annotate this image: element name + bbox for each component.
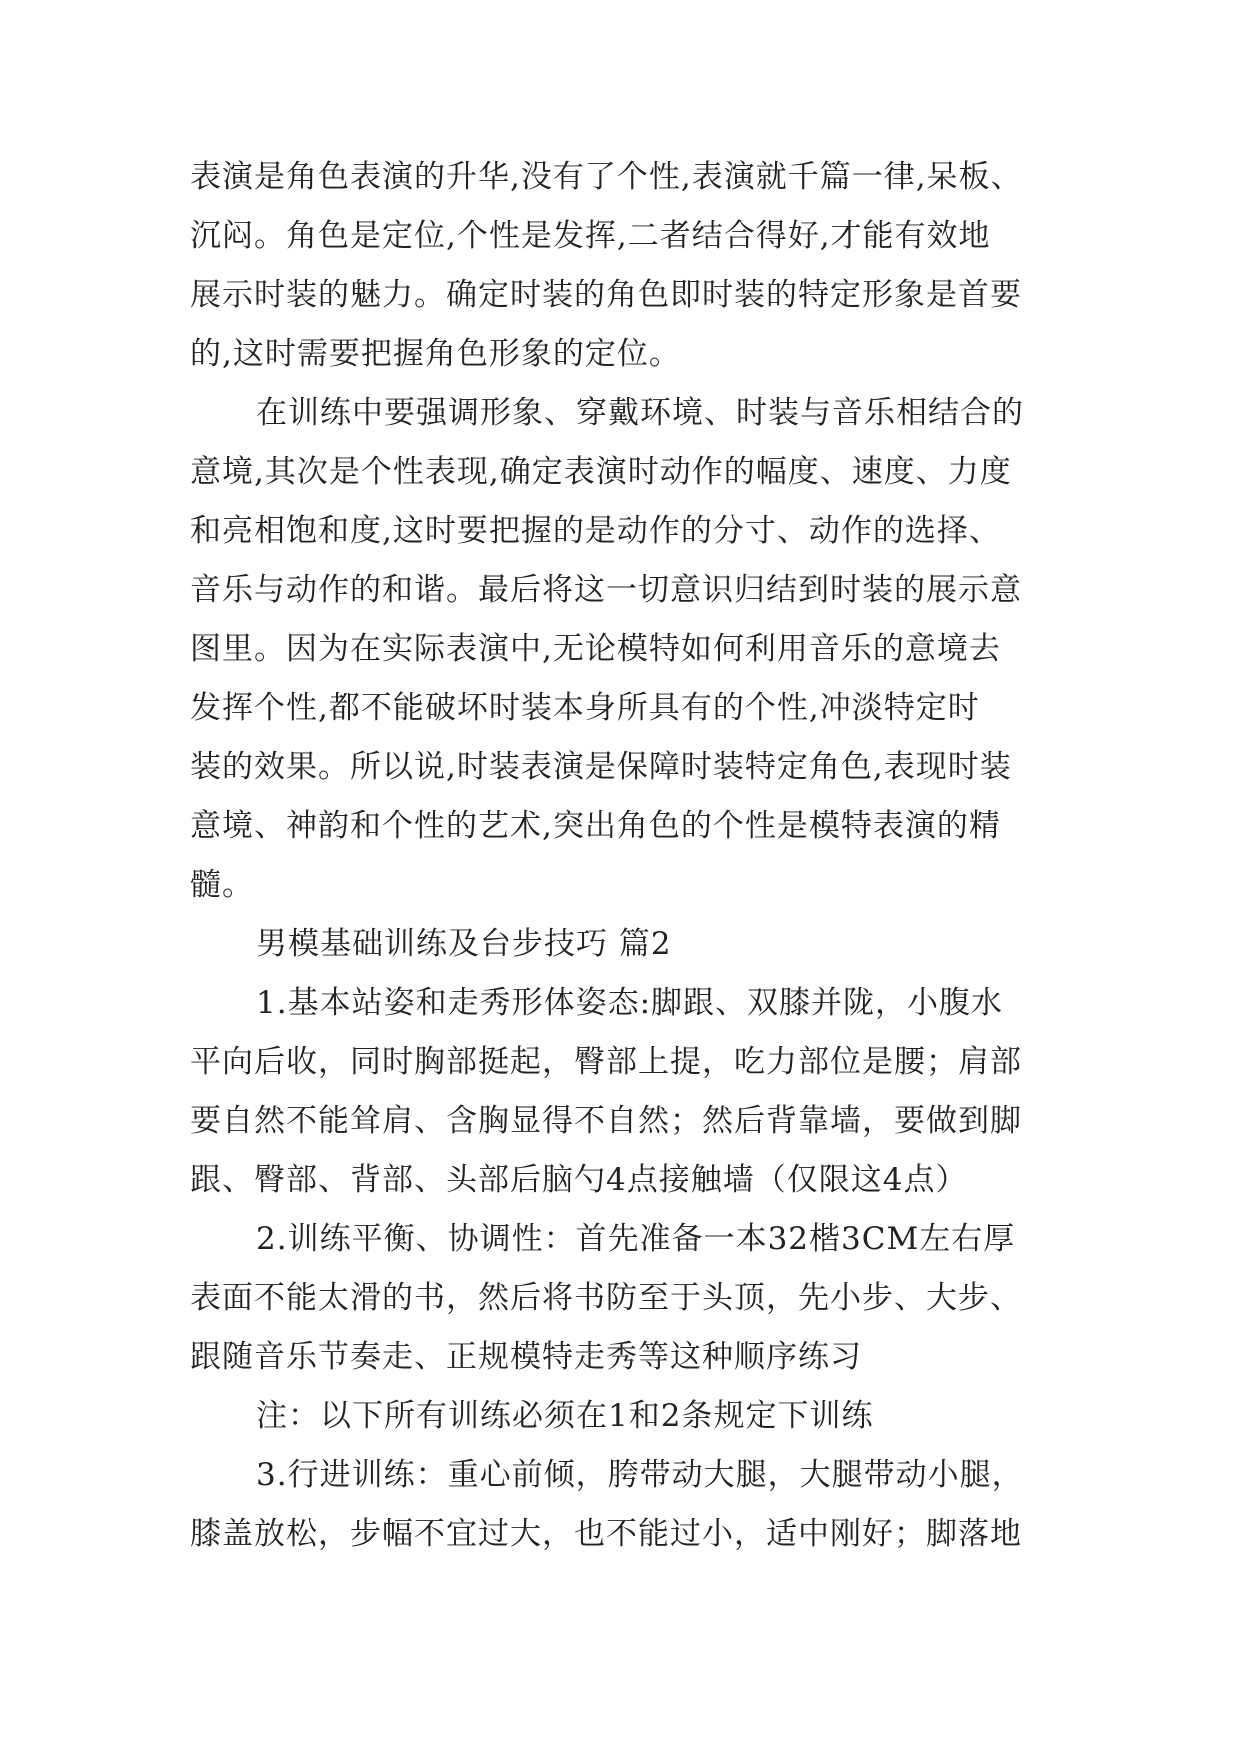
text-line: 沉闷。角色是定位,个性是发挥,二者结合得好,才能有效地	[190, 218, 991, 254]
text-line: 表面不能太滑的书，然后将书防至于头顶，先小步、大步、	[190, 1280, 1022, 1316]
paragraph-start-line: 在训练中要强调形象、穿戴环境、时装与音乐相结合的	[256, 395, 1024, 431]
section-heading: 男模基础训练及台步技巧 篇2	[256, 926, 672, 962]
note-line: 注：以下所有训练必须在1和2条规定下训练	[256, 1398, 874, 1434]
paragraph-start-line: 1.基本站姿和走秀形体姿态:脚跟、双膝并陇，小腹水	[256, 985, 1004, 1021]
text-line: 装的效果。所以说,时装表演是保障时装特定角色,表现时装	[190, 749, 1012, 785]
text-line: 图里。因为在实际表演中,无论模特如何利用音乐的意境去	[190, 631, 1001, 667]
text-line: 意境,其次是个性表现,确定表演时动作的幅度、速度、力度	[190, 454, 1012, 490]
text-line: 跟随音乐节奏走、正规模特走秀等这种顺序练习	[190, 1339, 862, 1375]
text-line: 要自然不能耸肩、含胸显得不自然；然后背靠墙，要做到脚	[190, 1103, 1022, 1139]
text-line: 膝盖放松，步幅不宜过大，也不能过小，适中刚好；脚落地	[190, 1516, 1022, 1552]
paragraph-start-line: 2.训练平衡、协调性：首先准备一本32楷3CM左右厚	[256, 1221, 1016, 1257]
text-line: 和亮相饱和度,这时要把握的是动作的分寸、动作的选择、	[190, 513, 1001, 549]
text-line: 音乐与动作的和谐。最后将这一切意识归结到时装的展示意	[190, 572, 1022, 608]
text-line: 跟、臀部、背部、头部后脑勺4点接触墙（仅限这4点）	[190, 1162, 968, 1198]
text-line: 平向后收，同时胸部挺起，臀部上提，吃力部位是腰；肩部	[190, 1044, 1022, 1080]
text-line: 发挥个性,都不能破坏时装本身所具有的个性,冲淡特定时	[190, 690, 980, 726]
text-line: 的,这时需要把握角色形象的定位。	[190, 336, 681, 372]
text-line: 意境、神韵和个性的艺术,突出角色的个性是模特表演的精	[190, 808, 1001, 844]
text-line: 展示时装的魅力。确定时装的角色即时装的特定形象是首要	[190, 277, 1022, 313]
paragraph-start-line: 3.行进训练：重心前倾，胯带动大腿，大腿带动小腿，	[256, 1457, 1024, 1493]
text-line: 表演是角色表演的升华,没有了个性,表演就千篇一律,呆板、	[190, 159, 1023, 195]
text-line: 髓。	[190, 867, 254, 903]
